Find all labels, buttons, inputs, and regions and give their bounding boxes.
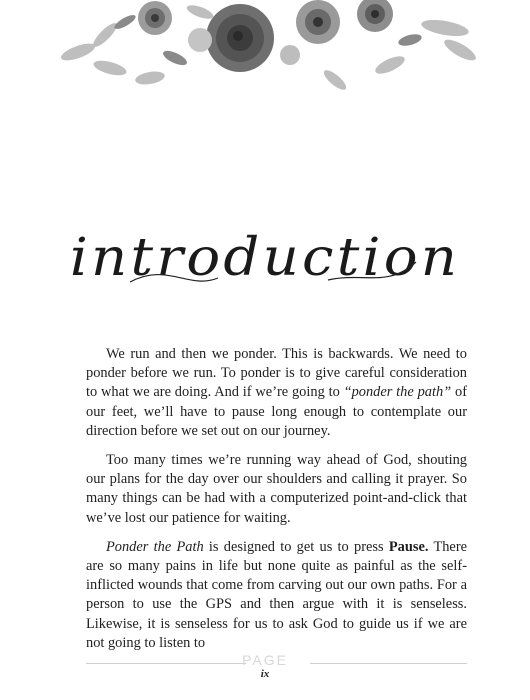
footer-page-label: PAGE [242, 652, 288, 668]
body-text [86, 345, 467, 663]
book-title: Ponder the Path [106, 538, 204, 555]
paragraph-1: We run and then we ponder. This is backwards. We need to ponder before we run. To ponder is to give careful consideration to what we are doing. And if we’re going to “ponder the path” of our feet, we’ll have to pause long enough to contemplate our direction before we set out on our journey. [86, 346, 467, 439]
floral-header-illustration [50, 0, 480, 95]
paragraph-2: Too many times we’re running way ahead of God, shouting our plans for the day over our shoulders and calling it prayer. So many things can be had with a computerized point-and-click that we’ve lost our patience for waiting. [86, 452, 467, 526]
pause-word: Pause. [388, 538, 429, 555]
page-number: ix [260, 668, 270, 680]
paragraph-3: Ponder the Path is designed to get us to press Pause. There are so many pains in life but none quite as painful as the self-inflicted wounds that come from carving out our own paths. For a person to use the GPS and then argue with it is senseless. Likewise, it is senseless for us to ask God to guide us if we are not going to listen to [86, 538, 467, 651]
quoted-phrase: “ponder the path” [343, 384, 452, 401]
title-flourish-icon [128, 252, 418, 292]
chapter-title: introduction [69, 228, 461, 288]
